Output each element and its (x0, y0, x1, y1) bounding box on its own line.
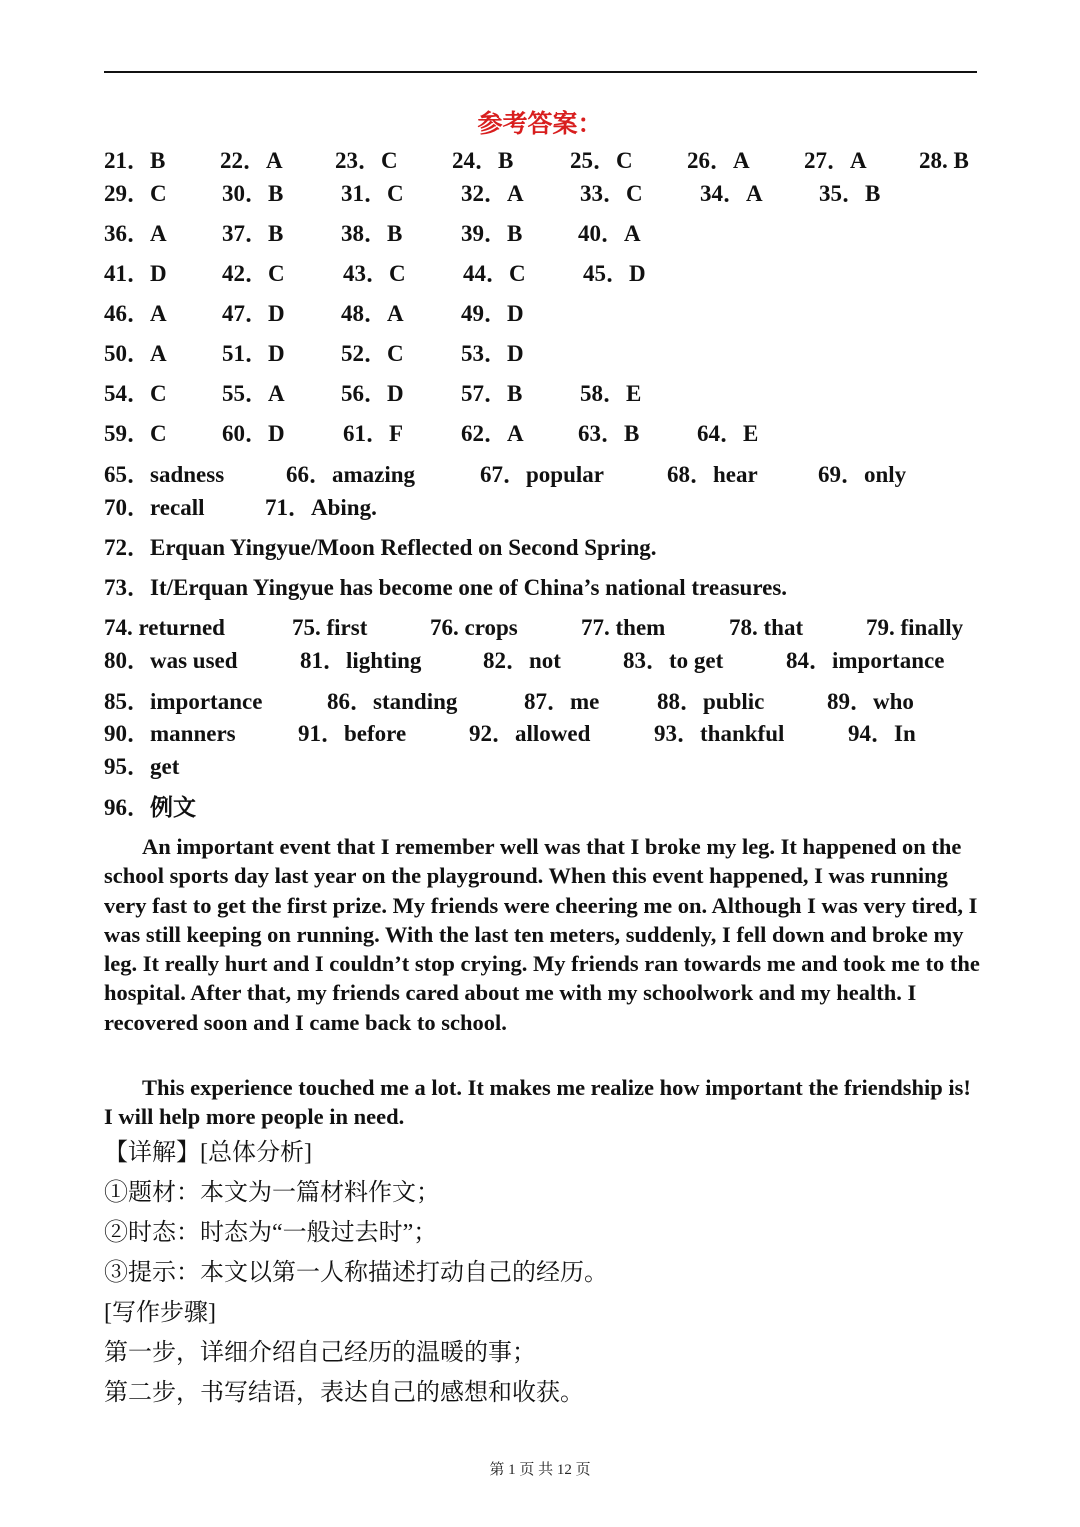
answer-item: 30．B (222, 181, 284, 206)
top-rule (104, 71, 977, 73)
answer-item: 38．B (341, 221, 403, 246)
answer-item: 51．D (222, 341, 285, 366)
answer-item: 67．popular (480, 462, 604, 487)
answer-item: 82．not (483, 648, 561, 673)
answer-item: 48．A (341, 301, 404, 326)
answer-item: 55．A (222, 381, 285, 406)
essay-paragraph-1: An important event that I remember well was that I broke my leg. It happened on the school sports day last year on the playground. When this event happened, I was running very fast to get the first prize. My friends were cheering me on. Although I was very tired, I was still keeping on running. With the last ten meters, suddenly, I fell down and broke my leg. It really hurt and I couldn’t stop crying. My friends ran towards me and took me to the hospital. After that, my friends cared about me with my schoolwork and my health. I recovered soon and I came back to school. (104, 834, 980, 1035)
answer-item: 59．C (104, 421, 167, 446)
answer-item: 86．standing (327, 689, 458, 714)
answer-item: 60．D (222, 421, 285, 446)
answer-item: 85．importance (104, 689, 263, 714)
answer-item: 26．A (687, 148, 750, 173)
answer-72: 72．Erquan Yingyue/Moon Reflected on Second Spring. (104, 535, 657, 560)
answer-item: 25．C (570, 148, 633, 173)
answer-item: 92．allowed (469, 721, 591, 746)
answer-item: 53．D (461, 341, 524, 366)
answer-item: 39．B (461, 221, 523, 246)
answer-item: 87．me (524, 689, 600, 714)
answer-item: 52．C (341, 341, 404, 366)
answer-item: 76. crops (430, 615, 518, 640)
answer-item: 66．amazing (286, 462, 416, 487)
answer-key-title: 参考答案： (477, 111, 603, 138)
answer-item: 32．A (461, 181, 524, 206)
steps-heading: [写作步骤] (104, 1300, 216, 1326)
answer-item: 47．D (222, 301, 285, 326)
answer-item: 44．C (463, 261, 526, 286)
answer-item: 71．Abing. (265, 495, 377, 520)
answer-item: 58．E (580, 381, 642, 406)
answer-item: 63．B (578, 421, 640, 446)
answer-item: 83．to get (623, 648, 724, 673)
essay-paragraph-2: This experience touched me a lot. It makes me realize how important the friendship is! I will help more people in need. (104, 1075, 971, 1130)
answer-73: 73．It/Erquan Yingyue has become one of China’s national treasures. (104, 575, 788, 600)
answer-item: 68．hear (667, 462, 758, 487)
answer-item: 31．C (341, 181, 404, 206)
answer-item: 88．public (657, 689, 765, 714)
step-2: 第二步，书写结语，表达自己的感想和收获。 (104, 1380, 584, 1406)
answer-item: 90．manners (104, 721, 236, 746)
answer-item: 45．D (583, 261, 646, 286)
answer-item: 36．A (104, 221, 167, 246)
answer-item: 70．recall (104, 495, 205, 520)
answer-item: 23．C (335, 148, 398, 173)
answer-item: 94．In (848, 721, 916, 746)
answer-item: 81．lighting (300, 648, 422, 673)
answer-item: 74. returned (104, 615, 225, 640)
answer-item: 41．D (104, 261, 167, 286)
analysis-heading: 【详解】[总体分析] (104, 1140, 312, 1166)
step-1: 第一步，详细介绍自己经历的温暖的事； (104, 1340, 536, 1366)
answer-item: 29．C (104, 181, 167, 206)
answer-item: 93．thankful (654, 721, 785, 746)
answer-item: 56．D (341, 381, 404, 406)
answer-item: 24．B (452, 148, 514, 173)
answer-96-label: 96．例文 (104, 795, 196, 820)
analysis-point-1: ①题材：本文为一篇材料作文； (104, 1180, 440, 1206)
answer-item: 80．was used (104, 648, 238, 673)
answer-item: 22．A (220, 148, 283, 173)
answer-item: 57．B (461, 381, 523, 406)
answer-item: 43．C (343, 261, 406, 286)
answer-item: 37．B (222, 221, 284, 246)
answer-item: 75. first (292, 615, 368, 640)
analysis-point-3: ③提示：本文以第一人称描述打动自己的经历。 (104, 1260, 608, 1286)
page-footer: 第 1 页 共 12 页 (489, 1462, 591, 1478)
analysis-point-2: ②时态：时态为“一般过去时”； (104, 1220, 438, 1246)
answer-item: 69．only (818, 462, 907, 487)
answer-item: 89．who (827, 689, 914, 714)
answer-item: 78. that (729, 615, 804, 640)
answer-item: 62．A (461, 421, 524, 446)
answer-item: 61．F (343, 421, 404, 446)
answer-item: 34．A (700, 181, 763, 206)
answer-item: 33．C (580, 181, 643, 206)
answer-item: 91．before (298, 721, 407, 746)
answer-item: 64．E (697, 421, 759, 446)
answer-item: 77. them (581, 615, 666, 640)
answer-item: 50．A (104, 341, 167, 366)
answer-item: 35．B (819, 181, 881, 206)
answer-item: 42．C (222, 261, 285, 286)
answer-item: 65．sadness (104, 462, 225, 487)
answer-item: 27．A (804, 148, 867, 173)
answer-item: 79. finally (866, 615, 964, 640)
answer-item: 40．A (578, 221, 641, 246)
answer-item: 49．D (461, 301, 524, 326)
answer-item: 84．importance (786, 648, 945, 673)
answer-item: 95．get (104, 754, 180, 779)
answer-item: 54．C (104, 381, 167, 406)
answer-item: 46．A (104, 301, 167, 326)
answer-item: 28. B (919, 148, 969, 173)
answer-item: 21．B (104, 148, 166, 173)
